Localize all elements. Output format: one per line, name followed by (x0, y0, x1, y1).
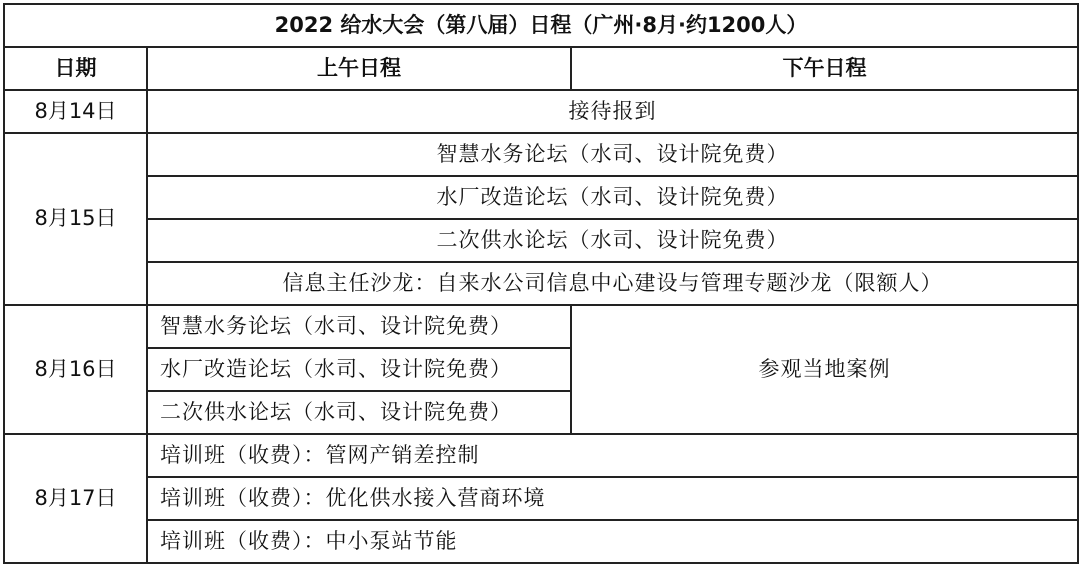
session-cell: 智慧水务论坛（水司、设计院免费） (147, 133, 1078, 176)
session-cell: 信息主任沙龙：自来水公司信息中心建设与管理专题沙龙（限额人） (147, 262, 1078, 305)
date-cell: 8月17日 (4, 434, 147, 563)
header-date: 日期 (4, 47, 147, 90)
header-morning: 上午日程 (147, 47, 571, 90)
session-cell: 二次供水论坛（水司、设计院免费） (147, 219, 1078, 262)
session-cell: 接待报到 (147, 90, 1078, 133)
morning-session-cell: 二次供水论坛（水司、设计院免费） (147, 391, 571, 434)
session-cell: 水厂改造论坛（水司、设计院免费） (147, 176, 1078, 219)
date-cell: 8月16日 (4, 305, 147, 434)
session-cell: 培训班（收费）：管网产销差控制 (147, 434, 1078, 477)
afternoon-session-cell: 参观当地案例 (571, 305, 1078, 434)
session-cell: 培训班（收费）：中小泵站节能 (147, 520, 1078, 563)
morning-session-cell: 水厂改造论坛（水司、设计院免费） (147, 348, 571, 391)
table-title: 2022 给水大会（第八届）日程（广州·8月·约1200人） (4, 4, 1078, 47)
date-cell: 8月15日 (4, 133, 147, 305)
header-afternoon: 下午日程 (571, 47, 1078, 90)
session-cell: 培训班（收费）：优化供水接入营商环境 (147, 477, 1078, 520)
schedule-table (3, 3, 1079, 564)
date-cell: 8月14日 (4, 90, 147, 133)
morning-session-cell: 智慧水务论坛（水司、设计院免费） (147, 305, 571, 348)
